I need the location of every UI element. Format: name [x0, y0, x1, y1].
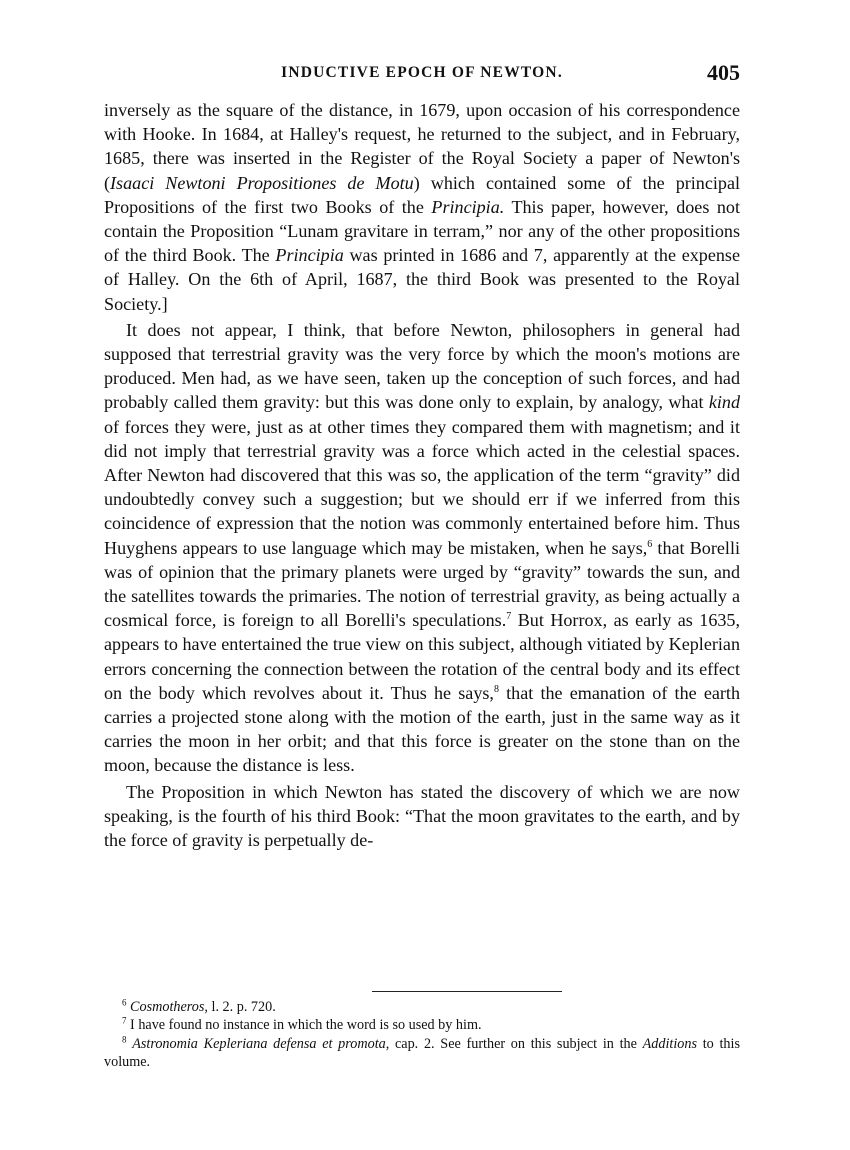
page-number: 405	[707, 60, 740, 85]
footnote-rule	[372, 991, 562, 992]
italic-title: Astronomia Kepleriana defensa et promota	[132, 1035, 386, 1052]
running-head	[104, 60, 740, 88]
text-run: , l. 2. p. 720.	[204, 999, 276, 1015]
text-run: to this volume.	[104, 1035, 740, 1071]
footnote-ref-8[interactable]: 8	[493, 683, 499, 695]
main-text	[104, 98, 740, 852]
text-run: , cap. 2. See further on this subject in the	[385, 1035, 643, 1052]
italic-title: Cosmotheros	[130, 999, 205, 1015]
text-run: I have found no instance in which the word is so used by him.	[130, 1017, 482, 1034]
italic-title: Principia	[275, 245, 344, 266]
running-head-title: INDUCTIVE EPOCH OF NEWTON.	[281, 64, 563, 81]
footnote-6	[104, 998, 740, 1016]
footnote-mark: 6	[122, 997, 127, 1008]
paragraph-1	[104, 98, 740, 316]
italic-title: Principia.	[431, 196, 505, 217]
italic-word: kind	[708, 392, 740, 413]
text-run: This paper, however, does not contain the Proposition “Lunam gravitare in terram,” nor any of the other propositions of the third Book. The	[104, 196, 740, 266]
text-run: inversely as the square of the distance, in 1679, upon occasion of his correspondence with Hooke. In 1684, at Halley's request, he returned to the subject, and in February, 1685, there was inserted in the Register of the Royal Society a paper of Newton's (	[104, 100, 740, 193]
text-run: that Borelli was of opinion that the primary planets were urged by “gravity” towards the sun, and the satellites towards the primaries. The notion of terrestrial gravity, as being actually a cosmical force, is foreign to all Borelli's speculations.	[104, 537, 740, 631]
text-run: that the emanation of the earth carries a projected stone along with the motion of the earth, just in the same way as it carries the moon in her orbit; and that this force is greater on the stone than on the moon, because the distance is less.	[104, 682, 741, 776]
footnote-ref-7[interactable]: 7	[506, 611, 512, 623]
footnote-ref-6[interactable]: 6	[647, 538, 653, 550]
paragraph-2	[104, 318, 740, 778]
paragraph-3	[104, 780, 740, 853]
text-run: was printed in 1686 and 7, apparently at the expense of Halley. On the 6th of April, 1687, the third Book was presented to the Royal Society.]	[104, 245, 740, 314]
footnote-mark: 7	[122, 1015, 127, 1026]
italic-title: Isaaci Newtoni Propositiones de Motu	[110, 172, 414, 193]
footnote-mark: 8	[122, 1034, 127, 1045]
italic-title: Additions	[642, 1035, 698, 1052]
text-run: of forces they were, just as at other times they compared them with magnetism; and it did not imply that terrestrial gravity was a force which acted in the celestial spaces. After Newton had discovered that this was so, the application of the term “gravity” did undoubtedly convey such a suggestion; but we should err if we inferred from this coincidence of expression that the notion was commonly entertained before him. Thus Huyghens appears to use language which may be mistaken, when he says,	[104, 416, 740, 558]
text-run: The Proposition in which Newton has stated the discovery of which we are now speaking, is the fourth of his third Book: “That the moon gravitates to the earth, and by the force of gravity is perpetually de-	[104, 781, 740, 851]
text-run: But Horrox, as early as 1635, appears to have entertained the true view on this subject, although vitiated by Keplerian errors concerning the connection between the rotation of the central body and its effect on the body which revolves about it. Thus he says,	[104, 610, 740, 703]
text-run: ) which contained some of the principal Propositions of the first two Books of the	[104, 172, 741, 217]
footnote-8	[104, 1035, 740, 1072]
footnotes	[104, 998, 740, 1072]
footnote-7	[104, 1016, 740, 1034]
text-run: It does not appear, I think, that before Newton, philosophers in general had supposed that terrestrial gravity was the very force by which the moon's motions are produced. Men had, as we have seen, taken up the conception of such forces, and had probably called them gravity: but this was done only to explain, by analogy, what	[104, 319, 740, 413]
